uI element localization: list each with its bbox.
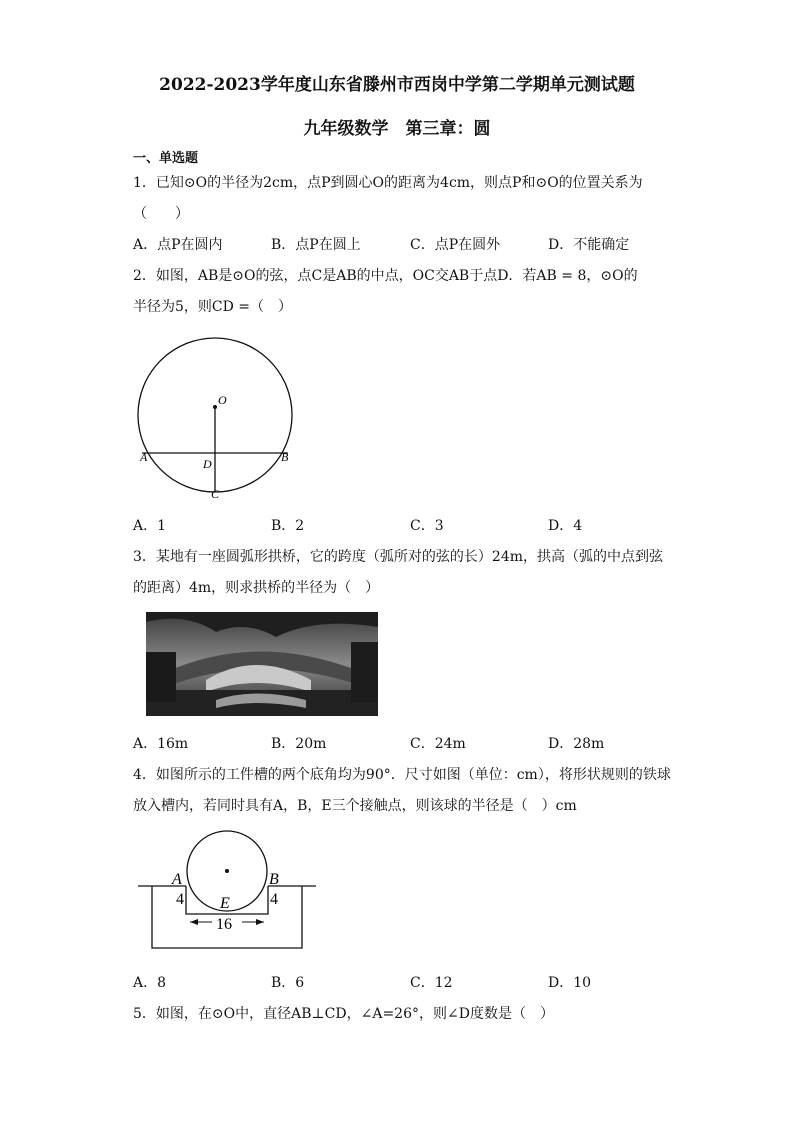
page-title: 2022-2023学年度山东省滕州市西岗中学第二学期单元测试题 <box>159 75 635 95</box>
q2-line-2: 半径为5，则CD =（ ） <box>133 299 293 315</box>
label-a: A <box>172 871 182 888</box>
q3-option-a[interactable]: A．16m <box>133 736 189 752</box>
label-left-height: 4 <box>176 891 184 908</box>
q1-line-2: （ ） <box>133 206 189 222</box>
center-point <box>213 405 217 409</box>
q2-option-c[interactable]: C．3 <box>410 518 444 534</box>
label-b: B <box>281 450 289 464</box>
q4-option-c[interactable]: C．12 <box>410 975 453 991</box>
q2-line-1: 2．如图，AB是⊙O的弦，点C是AB的中点，OC交AB于点D．若AB = 8，⊙O的 <box>133 268 638 284</box>
q4-option-d[interactable]: D．10 <box>548 975 592 991</box>
label-width: 16 <box>216 916 232 933</box>
q1-line-1: 1．已知⊙O的半径为2cm，点P到圆心O的距离为4cm，则点P和⊙O的位置关系为 <box>133 175 643 191</box>
q4-option-a[interactable]: A．8 <box>133 975 167 991</box>
label-d: D <box>203 457 212 471</box>
label-e: E <box>220 895 230 912</box>
q3-line-1: 3．某地有一座圆弧形拱桥，它的跨度（弧所对的弦的长）24m，拱高（弧的中点到弦 <box>133 549 663 565</box>
q2-option-b[interactable]: B．2 <box>271 518 305 534</box>
label-b: B <box>269 871 279 888</box>
arrow-left-icon <box>190 919 198 925</box>
q1-option-c[interactable]: C．点P在圆外 <box>410 237 501 253</box>
q1-option-b[interactable]: B．点P在圆上 <box>271 237 361 253</box>
label-o: O <box>218 393 227 407</box>
q3-option-c[interactable]: C．24m <box>410 736 466 752</box>
circle-chord-figure <box>130 328 310 508</box>
q3-option-d[interactable]: D．28m <box>548 736 605 752</box>
ball-center <box>225 869 229 873</box>
label-c: C <box>211 487 220 501</box>
page-subtitle: 九年级数学 第三章：圆 <box>303 119 491 139</box>
arch-bridge-photo <box>146 612 378 716</box>
q4-option-b[interactable]: B．6 <box>271 975 305 991</box>
q1-option-d[interactable]: D．不能确定 <box>548 237 630 253</box>
q1-option-a[interactable]: A．点P在圆内 <box>133 237 223 253</box>
q2-option-d[interactable]: D．4 <box>548 518 583 534</box>
arrow-right-icon <box>256 919 264 925</box>
section-label: 一、单选题 <box>133 151 199 166</box>
q2-option-a[interactable]: A．1 <box>133 518 167 534</box>
label-right-height: 4 <box>270 891 278 908</box>
groove-ball-figure <box>134 826 320 954</box>
q4-line-1: 4．如图所示的工件槽的两个底角均为90°．尺寸如图（单位：cm），将形状规则的铁球 <box>133 767 671 783</box>
q4-line-2: 放入槽内，若同时具有A，B，E三个接触点，则该球的半径是（ ）cm <box>133 798 577 814</box>
q5-line-1: 5．如图，在⊙O中，直径AB⊥CD，∠A=26°，则∠D度数是（ ） <box>133 1006 554 1022</box>
q3-line-2: 的距离）4m，则求拱桥的半径为（ ） <box>133 580 380 596</box>
label-a: A <box>140 450 148 464</box>
q3-option-b[interactable]: B．20m <box>271 736 327 752</box>
